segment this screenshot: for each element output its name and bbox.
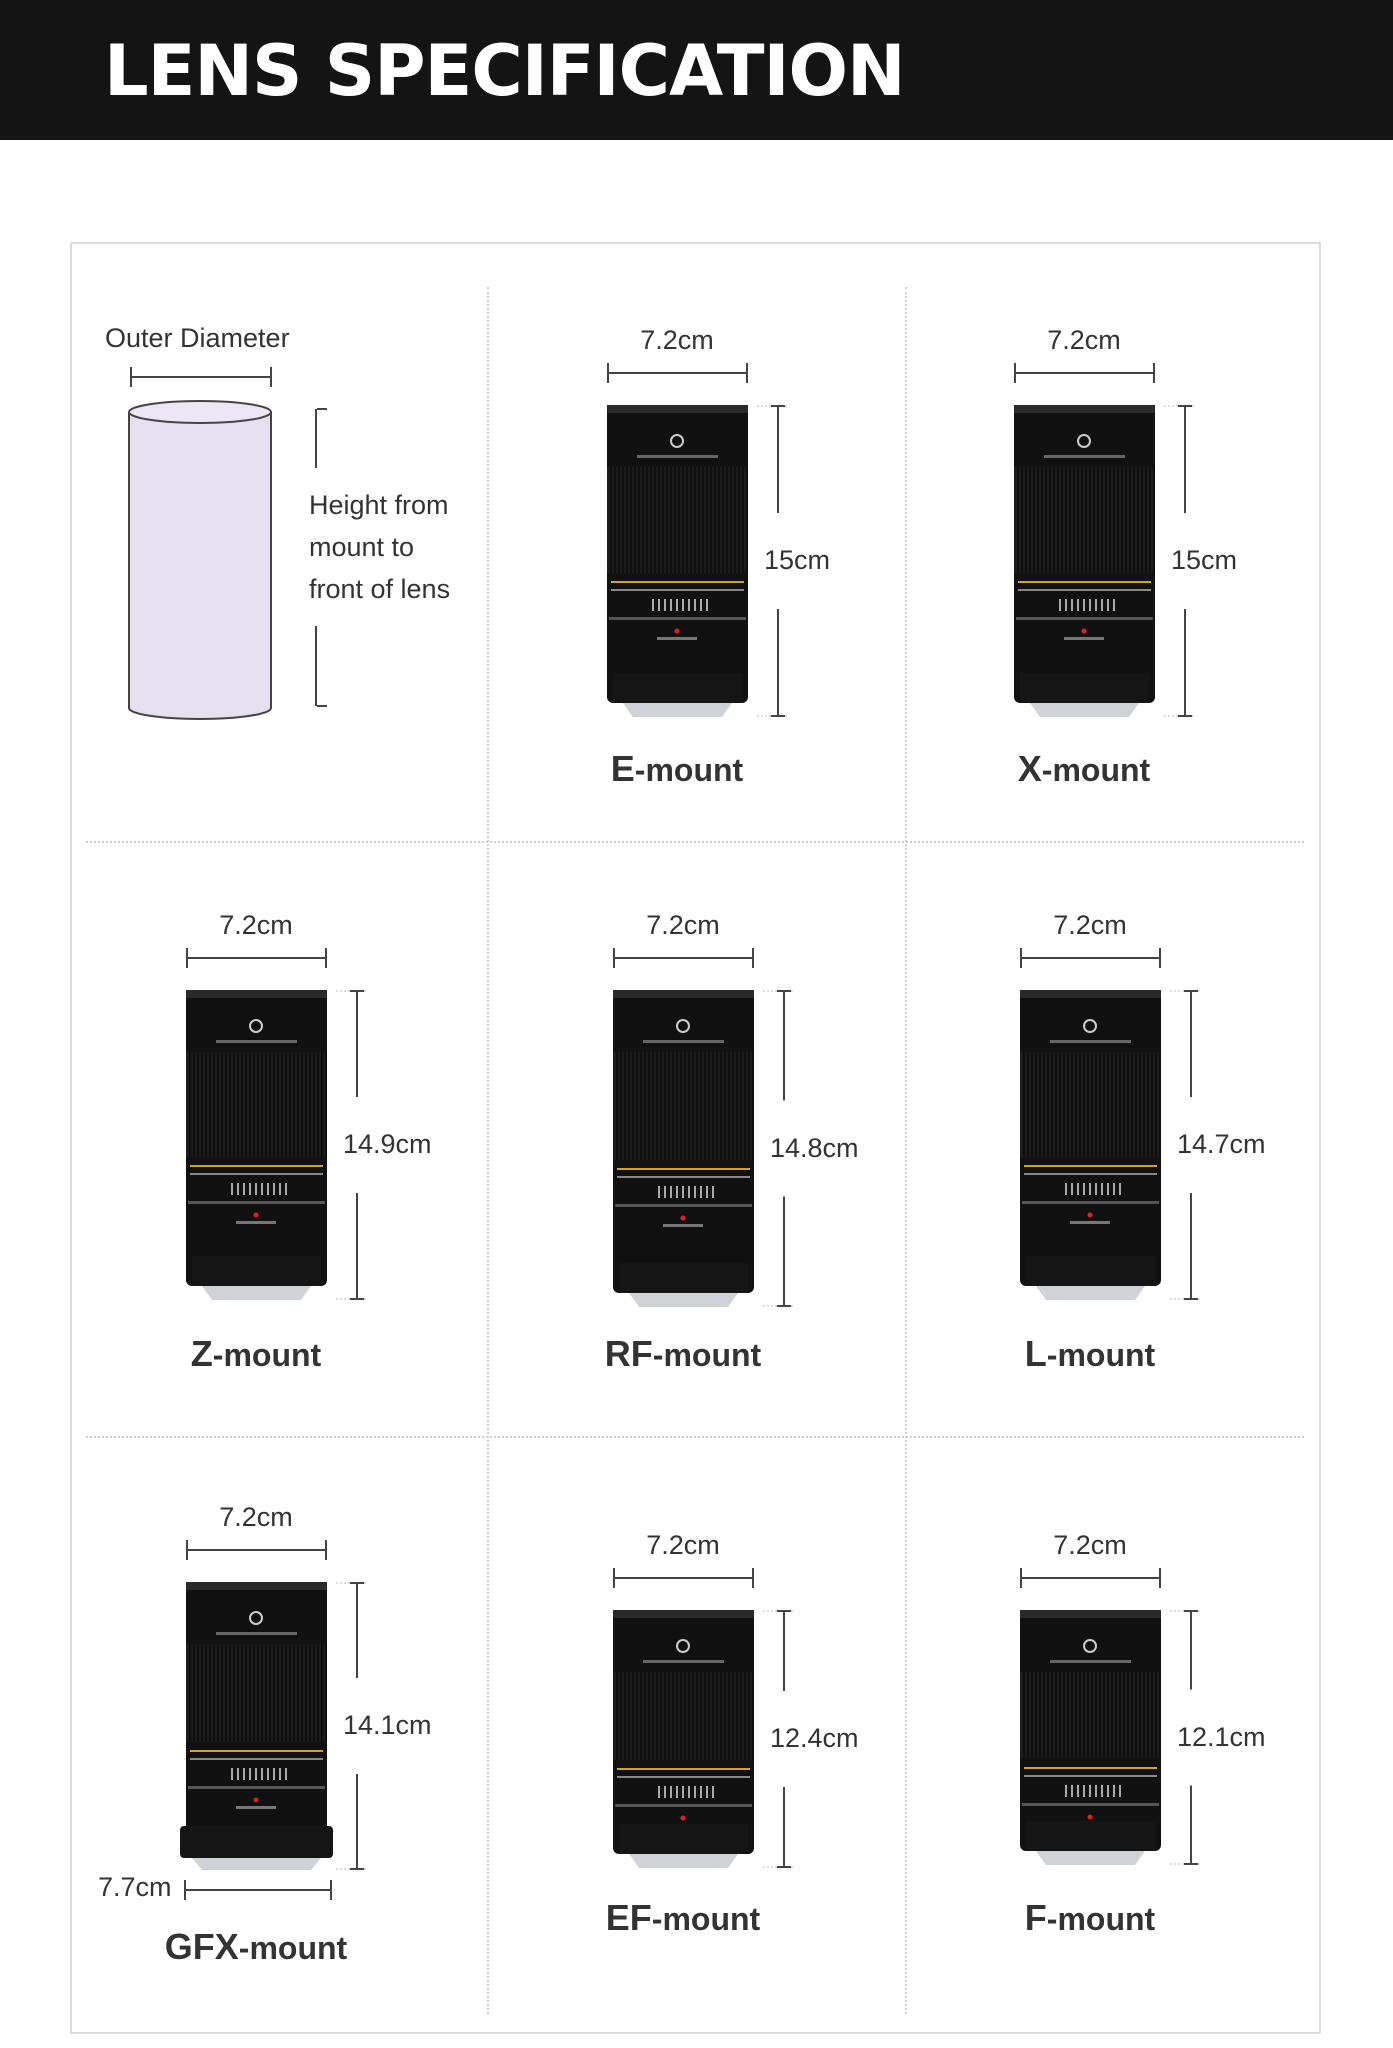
diameter-label: 7.2cm [219,1502,293,1532]
mount-label: F-mount [1024,1897,1156,1938]
row-divider [86,841,1304,843]
row-divider [86,1436,1304,1438]
header-bar [0,0,1393,140]
lens-image [1020,1610,1161,1865]
height-label: 15cm [764,545,831,575]
cylinder-diagram [100,360,480,720]
diameter-bracket [186,946,327,970]
diameter-bracket [607,361,748,385]
mount-label: X-mount [1017,748,1151,789]
height-label-line-3: front of lens [309,574,451,604]
mount-label: RF-mount [604,1333,762,1374]
diameter-label: 7.2cm [219,910,293,940]
lens-image [186,990,327,1300]
diameter-label: 7.2cm [1047,325,1121,355]
diameter-label: 7.2cm [1053,1530,1127,1560]
diameter-bracket [613,946,754,970]
lens-image [613,1610,754,1868]
height-label: 15cm [1171,545,1238,575]
lens-image [613,990,754,1307]
column-divider [905,287,907,2014]
height-label-line-1: Height from [309,490,449,520]
diameter-label: 7.2cm [1053,910,1127,940]
diameter-bracket [186,1538,327,1562]
height-label: 14.1cm [343,1710,432,1740]
height-label: 14.7cm [1177,1129,1266,1159]
height-label: 12.4cm [770,1723,859,1753]
height-label: 14.9cm [343,1129,432,1159]
diameter-bracket [1014,361,1155,385]
diameter-bracket [613,1566,754,1590]
base-diameter-label: 7.7cm [98,1872,172,1902]
mount-label: Z-mount [190,1333,322,1374]
mount-label: GFX-mount [164,1926,348,1967]
base-diameter-bracket [184,1878,334,1902]
height-label: 14.8cm [770,1132,859,1163]
mount-label: EF-mount [605,1897,761,1938]
page-title: LENS SPECIFICATION [104,30,905,112]
lens-image [1014,405,1155,717]
mount-label: E-mount [610,748,744,789]
diameter-label: 7.2cm [646,1530,720,1560]
lens-image [1020,990,1161,1300]
lens-image [186,1582,327,1870]
height-label-line-2: mount to [309,532,415,562]
diameter-bracket [1020,946,1161,970]
outer-diameter-label: Outer Diameter [105,323,290,353]
column-divider [487,287,489,2014]
diameter-label: 7.2cm [640,325,714,355]
height-label: 12.1cm [1177,1721,1266,1752]
diameter-bracket [1020,1566,1161,1590]
mount-label: L-mount [1024,1333,1156,1374]
diameter-label: 7.2cm [646,910,720,940]
lens-image [607,405,748,717]
